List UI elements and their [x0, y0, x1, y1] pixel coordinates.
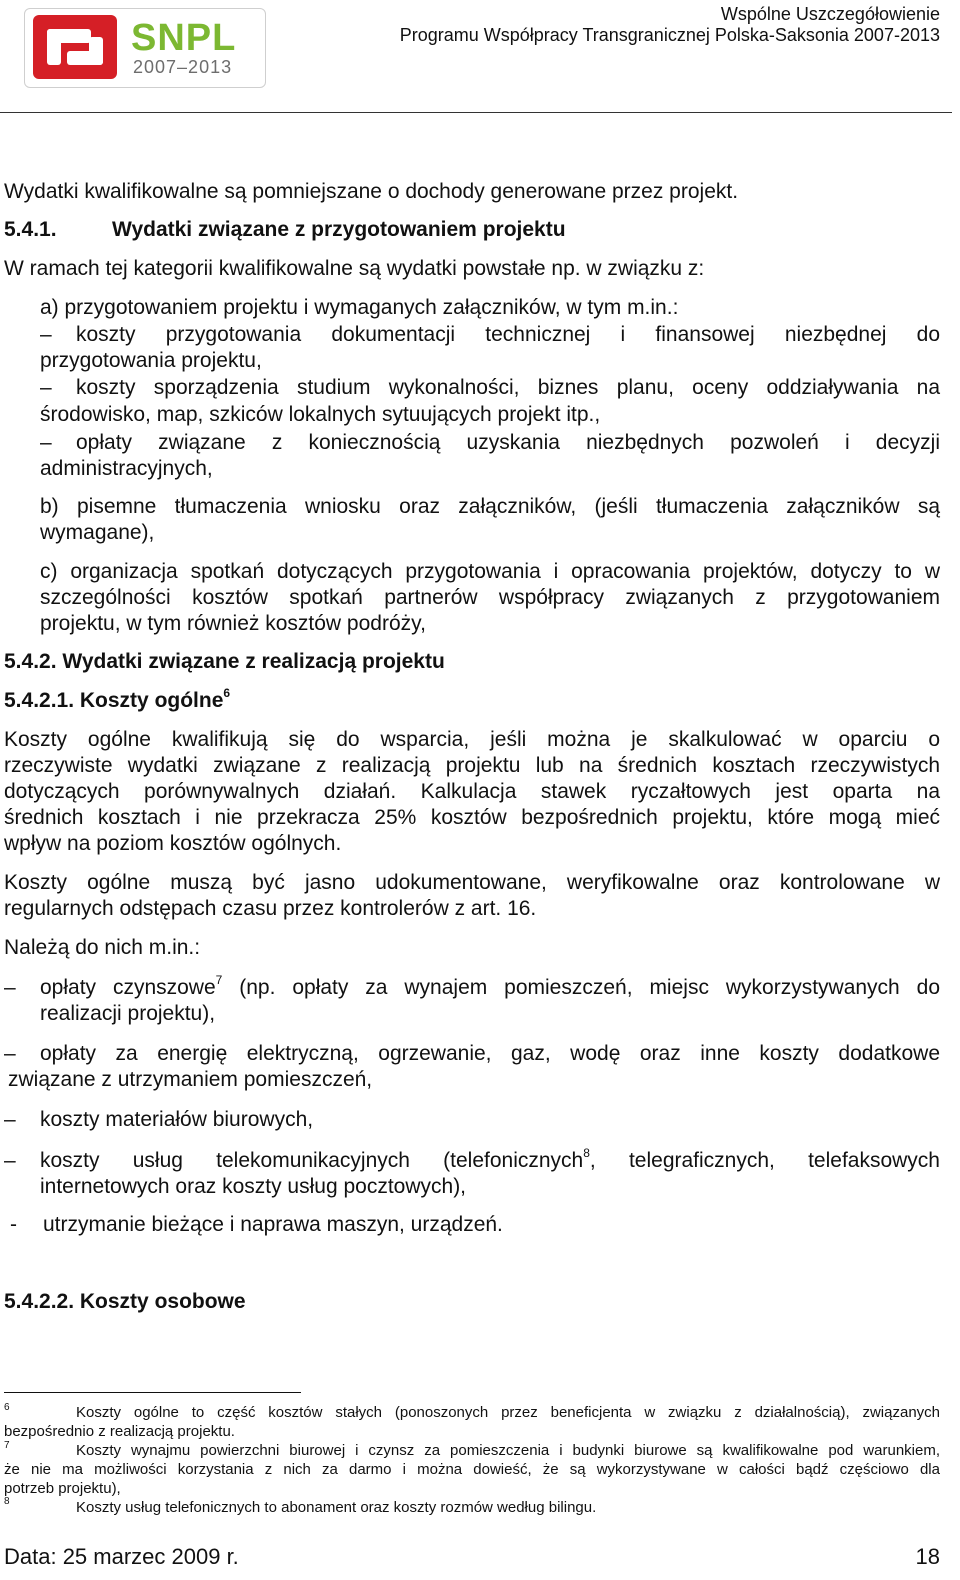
- dash-marker: –: [40, 323, 52, 346]
- logo-name: SNPL: [131, 17, 237, 59]
- dash1-line2: przygotowania projektu,: [40, 349, 262, 372]
- dash3-line2: administracyjnych,: [40, 457, 213, 480]
- footnote-7-line3: potrzeb projektu),: [4, 1480, 121, 1497]
- dash-marker: –: [4, 1108, 16, 1131]
- musza-line1: Koszty ogólne muszą być jasno udokumentowane, weryfikowalne oraz kontrolowane w: [4, 871, 940, 894]
- snpl-logo-mark-icon: [33, 15, 117, 79]
- footnote-6-line1: Koszty ogólne to część kosztów stałych (ponoszonych przez beneficjenta w związku z działalnością), związanych: [76, 1404, 940, 1421]
- category-paragraph: W ramach tej kategorii kwalifikowalne są wydatki powstałe np. w związku z:: [4, 257, 705, 280]
- footnote-ref-6[interactable]: 6: [223, 686, 231, 700]
- snpl-logo: [24, 8, 266, 88]
- intro-paragraph: Wydatki kwalifikowalne są pomniejszane o dochody generowane przez projekt.: [4, 180, 739, 203]
- list4-text-cont: , telegraficznych, telefaksowych: [589, 1149, 940, 1172]
- section-title: 5.4.2.1. Koszty ogólne: [4, 689, 224, 712]
- list1-text-cont: (np. opłaty za wynajem pomieszczeń, miejsc wykorzystywanych do: [222, 976, 940, 999]
- list4-line1: [40, 1148, 940, 1174]
- dash-marker: –: [40, 376, 52, 399]
- ogolne-line3: dotyczących porównywalnych działań. Kalkulacja stawek ryczałtowych jest oparta na: [4, 780, 940, 803]
- section-heading-5-4-2-1: [4, 688, 940, 714]
- ogolne-line1: Koszty ogólne kwalifikują się do wsparcia, jeśli można je skalkulować w oparciu o: [4, 728, 940, 751]
- hyphen-marker: -: [10, 1213, 17, 1236]
- dash2-line1: koszty sporządzenia studium wykonalności, biznes planu, oceny oddziaływania na: [76, 376, 940, 399]
- dash-marker: –: [4, 976, 16, 999]
- section-heading-5-4-2-2: 5.4.2.2. Koszty osobowe: [4, 1290, 246, 1313]
- naleza-paragraph: Należą do nich m.in.:: [4, 936, 201, 959]
- header-title-line2: Programu Współpracy Transgranicznej Polska-Saksonia 2007-2013: [399, 25, 940, 45]
- list3: koszty materiałów biurowych,: [40, 1108, 314, 1131]
- list-item-b-line2: wymagane),: [40, 521, 155, 544]
- list4-line2: internetowych oraz koszty usług pocztowych),: [40, 1175, 467, 1198]
- footnote-8-line1: Koszty usług telefonicznych to abonament oraz koszty rozmów według bilingu.: [76, 1499, 597, 1516]
- section-number: 5.4.1.: [4, 218, 57, 241]
- section-heading-5-4-2: 5.4.2. Wydatki związane z realizacją projektu: [4, 650, 445, 673]
- section-heading-5-4-1: [4, 217, 940, 243]
- ogolne-line4: średnich kosztach i nie przekracza 25% kosztów bezpośrednich projektu, które mogą mieć: [4, 806, 940, 829]
- list-item-c-line1: c) organizacja spotkań dotyczących przygotowania i opracowania projektów, dotyczy to w: [40, 560, 940, 583]
- dash-marker: –: [40, 431, 52, 454]
- dash1-line1: koszty przygotowania dokumentacji technicznej i finansowej niezbędnej do: [76, 323, 940, 346]
- header-divider: [0, 112, 952, 113]
- header-title-line1: Wspólne Uszczegółowienie: [720, 4, 940, 24]
- dash3-line1: opłaty związane z koniecznością uzyskania niezbędnych pozwoleń i decyzji: [76, 431, 940, 454]
- list1-line2: realizacji projektu),: [40, 1002, 216, 1025]
- list5: utrzymanie bieżące i naprawa maszyn, urządzeń.: [43, 1213, 503, 1236]
- footnote-7-line1: Koszty wynajmu powierzchni biurowej i czynsz za pomieszczenia i budynki biurowe są kwalifikowalne pod warunkiem,: [76, 1442, 940, 1459]
- list4-text: koszty usług telekomunikacyjnych (telefonicznych: [40, 1149, 584, 1172]
- list1-text: opłaty czynszowe: [40, 976, 216, 999]
- ogolne-line5: wpływ na poziom kosztów ogólnych.: [4, 832, 342, 855]
- footnote-separator: [4, 1392, 301, 1393]
- list2-line1: opłaty za energię elektryczną, ogrzewanie, gaz, wodę oraz inne koszty dodatkowe: [40, 1042, 940, 1065]
- list-item-c-line3: projektu, w tym również kosztów podróży,: [40, 612, 426, 635]
- ogolne-line2: rzeczywiste wydatki związane z realizacją projektu lub na średnich kosztach rzeczywistych: [4, 754, 940, 777]
- page-number: 18: [915, 1544, 940, 1569]
- footnote-7-line2: że nie ma możliwości korzystania z nich za darmo i można dowieść, że są wykorzystywane w całości bądź częściowo dla: [4, 1461, 940, 1478]
- list-item-c-line2: szczególności kosztów spotkań partnerów współpracy związanych z przygotowaniem: [40, 586, 940, 609]
- list2-line2: związane z utrzymaniem pomieszczeń,: [8, 1068, 373, 1091]
- footnote-number: 8: [4, 1496, 10, 1507]
- musza-line2: regularnych odstępach czasu przez kontrolerów z art. 16.: [4, 897, 537, 920]
- list1-line1: [40, 975, 940, 1001]
- list-item-b-line1: b) pisemne tłumaczenia wniosku oraz załączników, (jeśli tłumaczenia załączników są: [40, 495, 940, 518]
- section-title: Wydatki związane z przygotowaniem projektu: [112, 218, 566, 241]
- list-item-a: a) przygotowaniem projektu i wymaganych załączników, w tym m.in.:: [40, 296, 679, 319]
- dash2-line2: środowisko, map, szkiców lokalnych sytuujących projekt itp.,: [40, 403, 601, 426]
- footnote-ref-8[interactable]: 8: [583, 1146, 590, 1160]
- footnote-ref-7[interactable]: 7: [215, 973, 223, 987]
- dash-marker: –: [4, 1042, 16, 1065]
- footer-date: Data: 25 marzec 2009 r.: [4, 1544, 239, 1569]
- footnote-number: 6: [4, 1402, 10, 1413]
- logo-years: 2007–2013: [133, 57, 233, 77]
- dash-marker: –: [4, 1149, 16, 1172]
- footnote-number: 7: [4, 1440, 10, 1451]
- footnote-6-line2: bezpośrednio z realizacją projektu.: [4, 1423, 235, 1440]
